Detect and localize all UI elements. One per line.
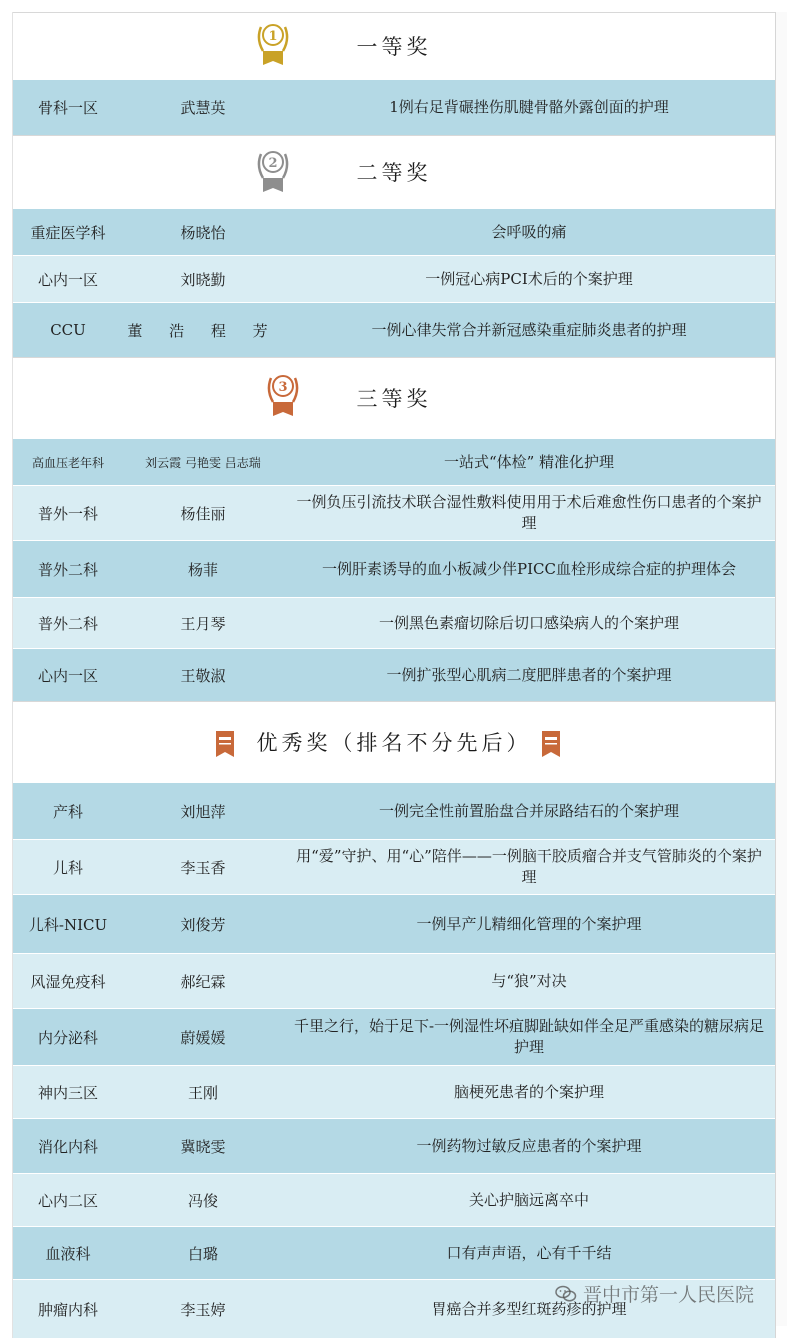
title-cell: 一站式“体检” 精准化护理 — [443, 452, 615, 471]
table-row — [13, 79, 775, 135]
silver-medal-2-icon — [255, 148, 291, 194]
dept-cell: 普外二科 — [37, 614, 98, 633]
awards-table — [12, 12, 776, 1338]
dept-cell: 高血压老年科 — [31, 455, 104, 470]
title-cell: 会呼吸的痛 — [491, 222, 567, 241]
table-row — [13, 255, 775, 302]
bronze-medal-3-icon — [265, 372, 301, 418]
dept-cell: 儿科-NICU — [28, 915, 108, 934]
name-cell: 冀晓雯 — [180, 1137, 226, 1156]
table-row — [13, 302, 775, 357]
excellent-prize-header — [13, 701, 775, 782]
first-prize-title: 一等奖 — [356, 35, 432, 59]
name-cell: 杨佳丽 — [180, 504, 226, 523]
name-cell: 郝纪霖 — [180, 972, 226, 991]
gold-medal-1-icon — [255, 21, 291, 67]
name-cell: 刘俊芳 — [180, 915, 226, 934]
table-row — [13, 839, 775, 894]
title-cell: 一例负压引流技术联合湿性敷料使用用于术后难愈性伤口患者的个案护理 — [296, 493, 762, 532]
dept-cell: 产科 — [52, 802, 83, 821]
name-cell: 蔚媛媛 — [180, 1028, 226, 1047]
title-cell: 千里之行，始于足下-一例湿性坏疽脚趾缺如伴全足严重感染的糖尿病足护理 — [293, 1017, 765, 1056]
dept-cell: 内分泌科 — [37, 1028, 98, 1047]
dept-cell: 血液科 — [45, 1244, 91, 1263]
dept-cell: 心内二区 — [37, 1191, 98, 1210]
table-row — [13, 782, 775, 839]
table-row — [13, 1226, 775, 1279]
dept-cell: 神内三区 — [37, 1083, 98, 1102]
first-prize-header — [13, 12, 775, 79]
table-row — [13, 485, 775, 540]
title-cell: 与“狼”对决 — [491, 971, 567, 990]
title-cell: 一例扩张型心肌病二度肥胖患者的个案护理 — [386, 665, 672, 684]
table-row — [13, 208, 775, 255]
name-cell: 冯俊 — [187, 1191, 218, 1210]
title-cell: 脑梗死患者的个案护理 — [453, 1082, 604, 1101]
table-row — [13, 953, 775, 1008]
name-cell: 杨晓怡 — [180, 223, 226, 242]
title-cell: 用“爱”守护、用“心”陪伴——一例脑干胶质瘤合并支气管肺炎的个案护理 — [296, 847, 762, 886]
name-cell: 王刚 — [187, 1083, 218, 1102]
name-cell: 董 浩 程 芳 — [127, 321, 279, 340]
name-cell: 杨菲 — [187, 560, 218, 579]
table-row — [13, 540, 775, 597]
svg-text:3: 3 — [278, 380, 288, 395]
dept-cell: 重症医学科 — [30, 223, 106, 242]
dept-cell: CCU — [50, 321, 86, 339]
right-edge-strip — [775, 12, 787, 1326]
table-row — [13, 1008, 775, 1065]
table-row — [13, 438, 775, 485]
name-cell: 王月琴 — [180, 614, 226, 633]
name-cell: 白璐 — [187, 1244, 218, 1263]
table-row — [13, 1118, 775, 1173]
svg-text:2: 2 — [268, 156, 278, 171]
table-row — [13, 648, 775, 701]
second-prize-title: 二等奖 — [356, 161, 432, 185]
name-cell: 李玉婷 — [180, 1300, 226, 1319]
second-prize-header — [13, 135, 775, 208]
name-cell: 刘旭萍 — [180, 802, 226, 821]
dept-cell: 骨科一区 — [37, 99, 98, 117]
title-cell: 一例完全性前置胎盘合并尿路结石的个案护理 — [378, 801, 679, 820]
dept-cell: 消化内科 — [37, 1137, 98, 1156]
name-cell: 刘云霞 弓艳雯 吕志瑞 — [145, 455, 261, 470]
left-ribbon-badge-icon — [213, 729, 237, 759]
watermark-text: 晋中市第一人民医院 — [583, 1284, 755, 1306]
dept-cell: 普外一科 — [37, 504, 98, 523]
title-cell: 一例黑色素瘤切除后切口感染病人的个案护理 — [378, 613, 679, 632]
dept-cell: 儿科 — [52, 858, 83, 877]
table-row — [13, 597, 775, 648]
svg-text:1: 1 — [268, 29, 278, 44]
dept-cell: 心内一区 — [37, 666, 98, 685]
wechat-icon — [555, 1285, 577, 1303]
dept-cell: 风湿免疫科 — [30, 972, 106, 991]
title-cell: 一例心律失常合并新冠感染重症肺炎患者的护理 — [371, 320, 687, 339]
name-cell: 武慧英 — [180, 99, 226, 117]
dept-cell: 心内一区 — [37, 270, 98, 289]
right-ribbon-badge-icon — [539, 729, 563, 759]
title-cell: 一例药物过敏反应患者的个案护理 — [416, 1136, 642, 1155]
title-cell: 一例肝素诱导的血小板减少伴PICC血栓形成综合症的护理体会 — [322, 559, 736, 578]
third-prize-title: 三等奖 — [356, 387, 432, 411]
excellent-prize-title: 优秀奖（排名不分先后） — [256, 731, 532, 755]
name-cell: 李玉香 — [180, 858, 226, 877]
dept-cell: 普外二科 — [37, 560, 98, 579]
name-cell: 王敬淑 — [180, 666, 226, 685]
title-cell: 一例冠心病PCI术后的个案护理 — [425, 269, 633, 288]
table-row — [13, 894, 775, 953]
dept-cell: 肿瘤内科 — [37, 1300, 98, 1319]
table-row — [13, 1065, 775, 1118]
title-cell: 关心护脑远离卒中 — [468, 1190, 589, 1209]
title-cell: 口有声声语，心有千千结 — [446, 1243, 612, 1262]
name-cell: 刘晓勤 — [180, 270, 226, 289]
watermark — [555, 1280, 754, 1307]
third-prize-header — [13, 357, 775, 438]
title-cell: 胃癌合并多型红斑药疹的护理 — [431, 1299, 627, 1318]
title-cell: 一例早产儿精细化管理的个案护理 — [416, 914, 642, 933]
title-cell: 1例右足背碾挫伤肌腱骨骼外露创面的护理 — [389, 98, 669, 116]
table-row — [13, 1173, 775, 1226]
